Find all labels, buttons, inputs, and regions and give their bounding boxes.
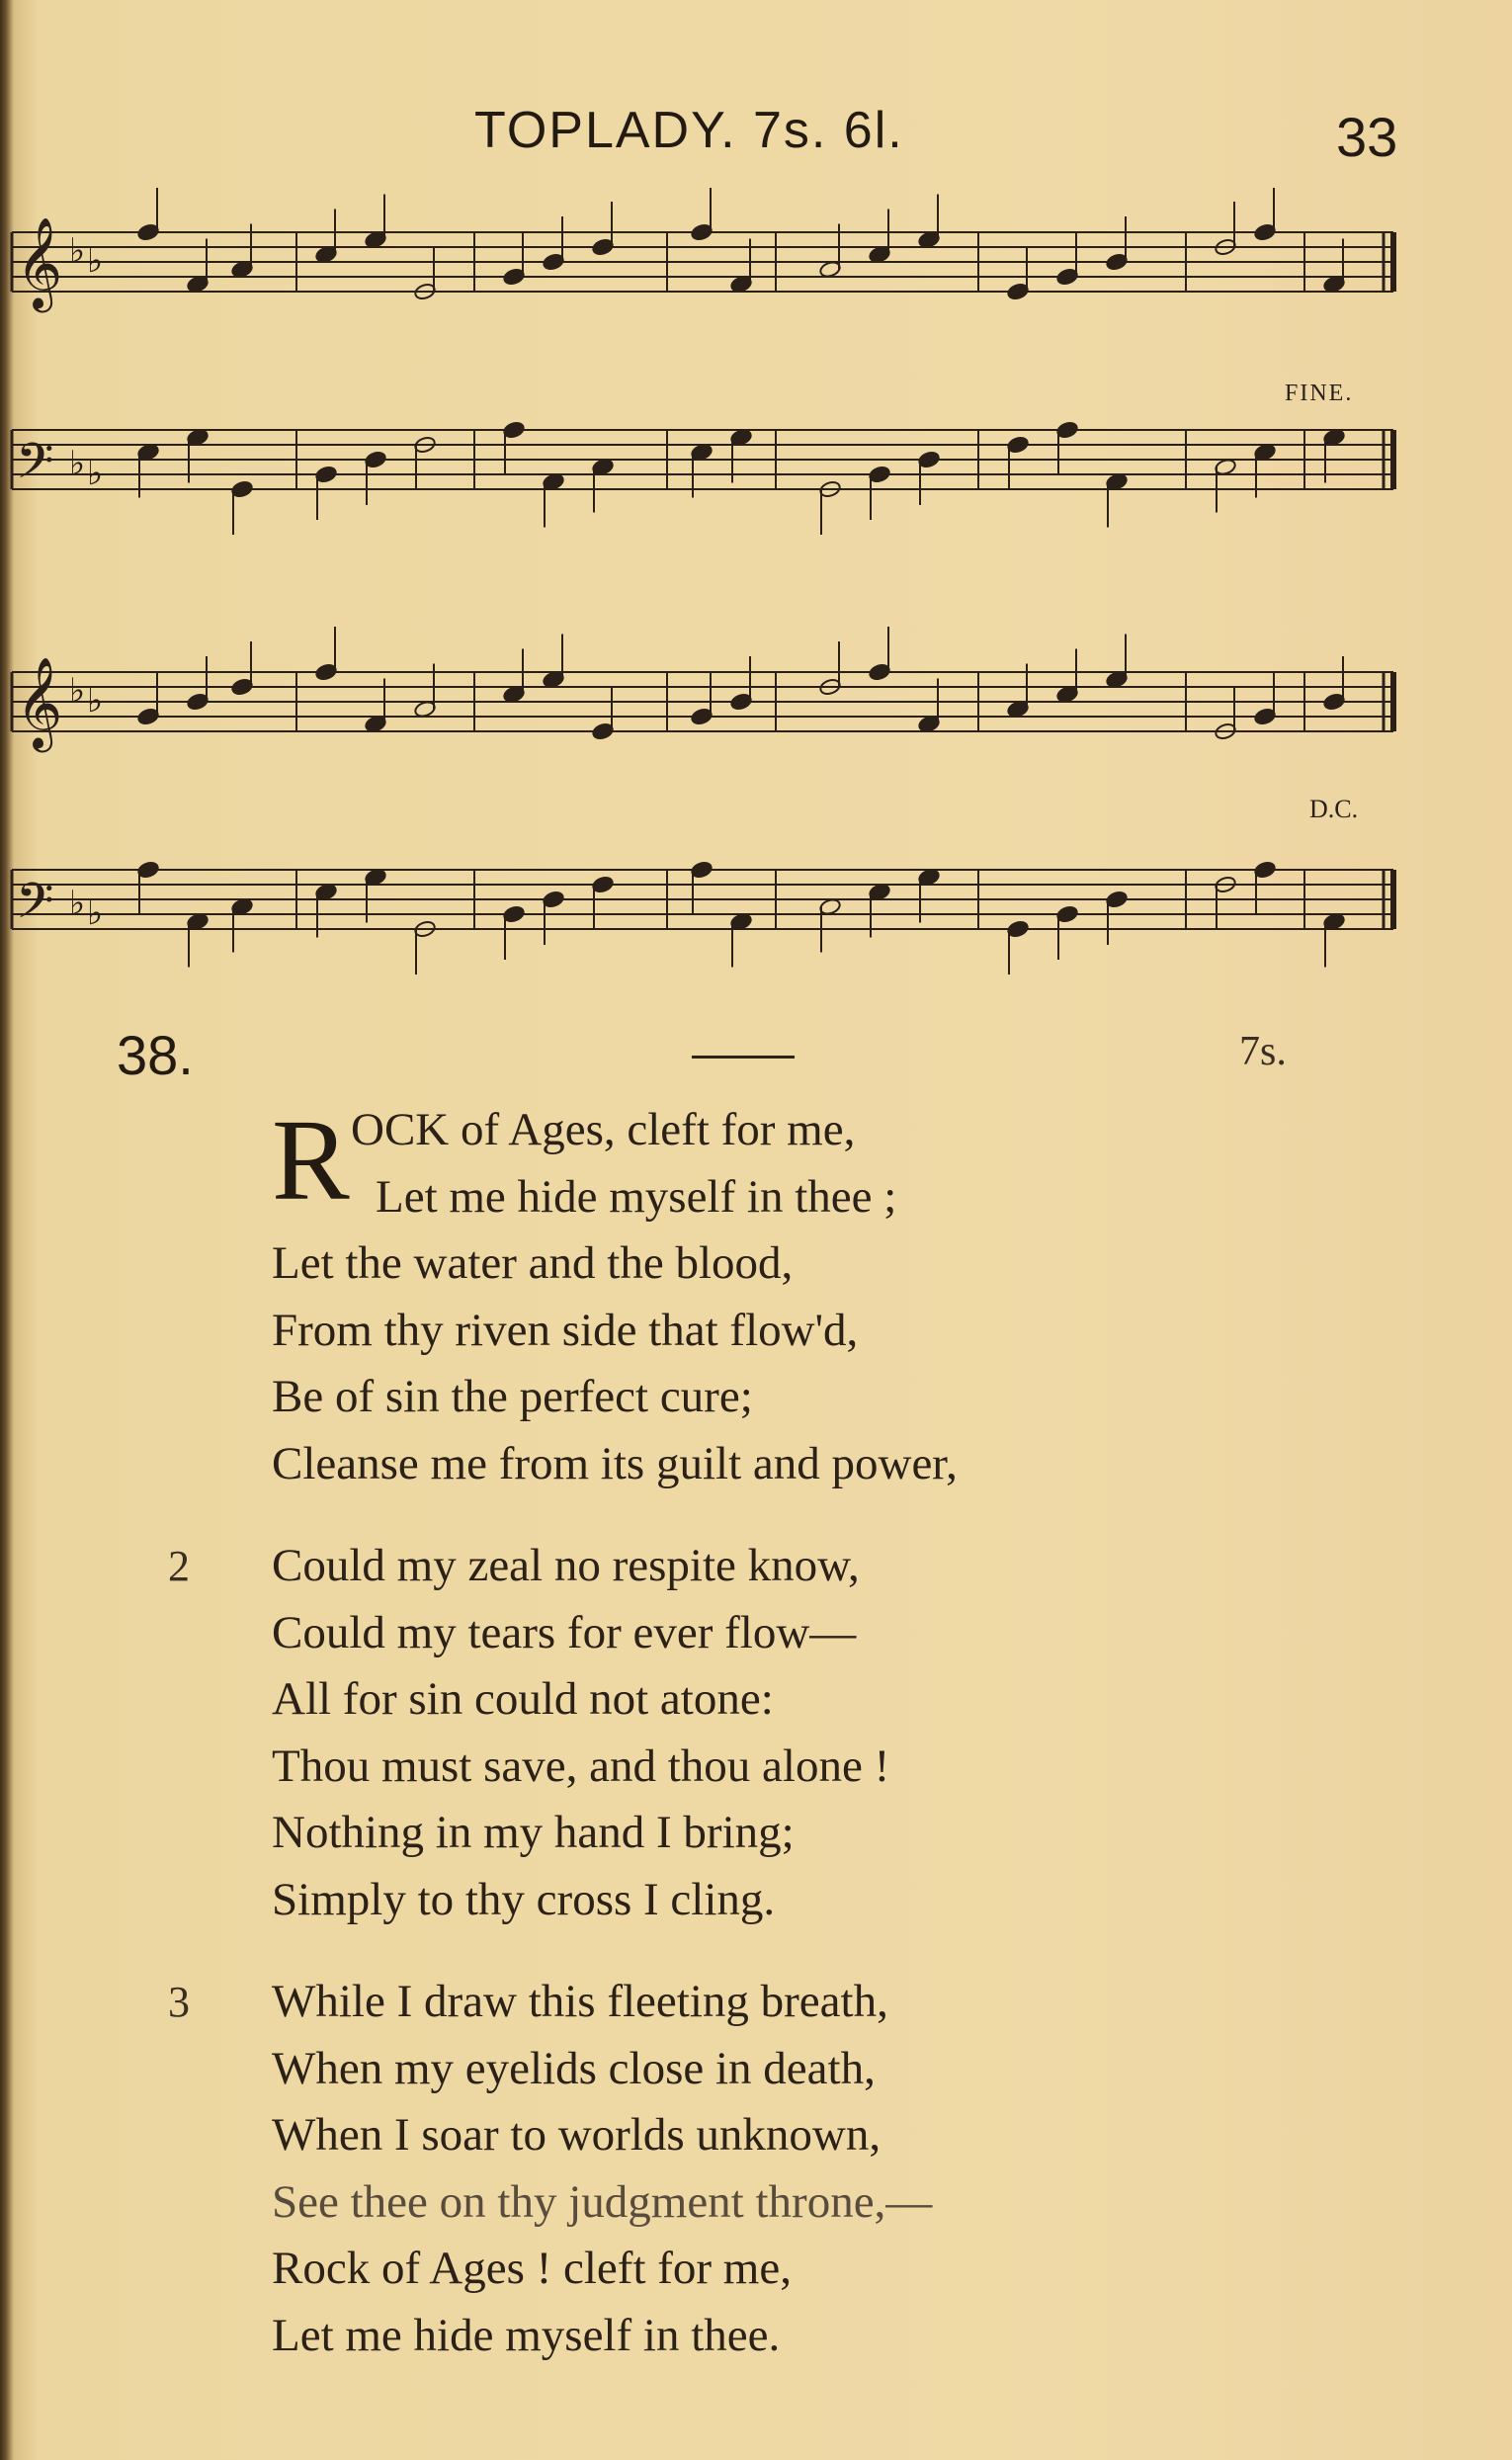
stanza-1 (208, 1097, 1196, 1497)
hymn-text (168, 1095, 1196, 2405)
stanza-line: Nothing in my hand I bring; (272, 1807, 795, 1858)
stanza-line: See thee on thy judgment throne,— (272, 2175, 933, 2228)
stanza-line: From thy riven side that flow'd, (272, 1304, 859, 1356)
flat-icon: ♭ (69, 671, 86, 711)
hymn-number: 38. (117, 1024, 194, 1086)
stanza-line: Could my zeal no respite know, (272, 1540, 860, 1591)
fine-mark: FINE. (1285, 381, 1354, 406)
stanza-line: Be of sin the perfect cure; (272, 1371, 753, 1422)
line-text: of Ages, cleft for me, (460, 1104, 856, 1155)
score-staves (0, 188, 1423, 1008)
flat-icon: ♭ (69, 231, 86, 271)
dc-mark: D.C. (1309, 795, 1359, 823)
stanza-line: Cleanse me from its guilt and power, (272, 1437, 958, 1489)
stanza-line: While I draw this fleeting breath, (272, 1976, 888, 2027)
flat-icon: ♭ (87, 241, 104, 281)
stanza-line: Let me hide myself in thee ; (376, 1170, 897, 1223)
stanza-line (208, 1097, 1196, 1164)
stanza-line: Could my tears for ever flow— (272, 1606, 857, 1658)
stanza-line: When my eyelids close in death, (272, 2042, 876, 2094)
bass-clef-icon: 𝄢 (16, 873, 54, 942)
stanza-line: Let me hide myself in thee. (272, 2309, 781, 2361)
stanza-number: 3 (168, 1978, 190, 2026)
page-number: 33 (1336, 106, 1398, 168)
treble-clef-icon: 𝄞 (16, 216, 63, 308)
stanza-2 (168, 1533, 1196, 1933)
tune-title: TOPLADY. 7s. 6l. (474, 102, 904, 159)
flat-icon: ♭ (87, 893, 104, 933)
stanza-line: Let the water and the blood, (272, 1237, 794, 1289)
treble-clef-icon: 𝄞 (16, 656, 63, 748)
drop-cap: R (272, 1095, 350, 1225)
stanza-line: All for sin could not atone: (272, 1673, 774, 1725)
first-word-rest: OCK (351, 1104, 450, 1155)
flat-icon: ♭ (87, 454, 104, 493)
stanza-line: When I soar to worlds unknown, (272, 2109, 882, 2161)
stanza-3 (168, 1969, 1196, 2369)
stanza-line: Thou must save, and thou alone ! (272, 1739, 890, 1792)
flat-icon: ♭ (69, 884, 86, 923)
stanza-line: Simply to thy cross I cling. (272, 1873, 776, 1925)
page-header (0, 91, 1512, 170)
music-score (0, 188, 1423, 1008)
flat-icon: ♭ (69, 444, 86, 483)
hymn-meter: 7s. (1239, 1029, 1287, 1074)
separator-dash (692, 1056, 795, 1059)
stanza-number: 2 (168, 1542, 190, 1590)
stanza-line: Rock of Ages ! cleft for me, (272, 2243, 792, 2294)
bass-clef-icon: 𝄢 (16, 433, 54, 502)
flat-icon: ♭ (87, 681, 104, 721)
